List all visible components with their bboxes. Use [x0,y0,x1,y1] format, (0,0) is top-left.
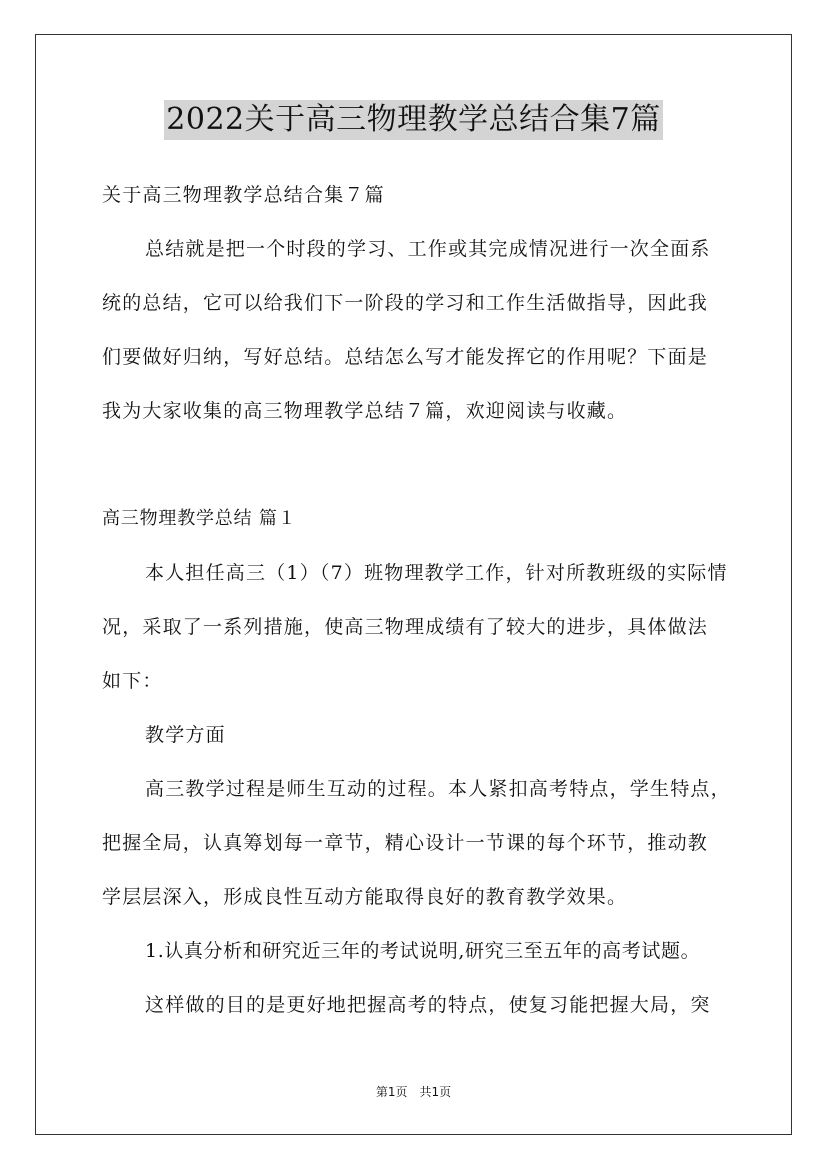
title-container [0,100,827,140]
para3-line-1: 这样做的目的是更好地把握高考的特点，使复习能把握大局，突 [145,994,711,1016]
intro-line-4: 我为大家收集的高三物理教学总结７篇，欢迎阅读与收藏。 [102,400,628,422]
para1-line-1: 本人担任高三（1）（7）班物理教学工作，针对所教班级的实际情 [145,562,728,584]
document-title: 2022关于高三物理教学总结合集7篇 [164,100,662,140]
intro-line-3: 们要做好归纳，写好总结。总结怎么写才能发挥它的作用呢？下面是 [102,346,709,368]
para1-line-3: 如下： [102,670,163,692]
page-footer: 第1页 共1页 [375,1085,452,1099]
section-heading: 高三物理教学总结 篇１ [102,508,297,529]
document-subtitle: 关于高三物理教学总结合集７篇 [102,184,385,206]
para2-line-3: 学层层深入，形成良性互动方能取得良好的教育教学效果。 [102,886,628,908]
intro-line-1: 总结就是把一个时段的学习、工作或其完成情况进行一次全面系 [145,238,711,260]
list-item-1: 1.认真分析和研究近三年的考试说明,研究三至五年的高考试题。 [145,940,701,962]
para2-line-1: 高三教学过程是师生互动的过程。本人紧扣高考特点，学生特点， [145,778,731,800]
para2-line-2: 把握全局，认真筹划每一章节，精心设计一节课的每个环节，推动教 [102,832,709,854]
sub-heading: 教学方面 [145,724,226,746]
intro-line-2: 统的总结，它可以给我们下一阶段的学习和工作生活做指导，因此我 [102,292,709,314]
para1-line-2: 况，采取了一系列措施，使高三物理成绩有了较大的进步，具体做法 [102,616,709,638]
